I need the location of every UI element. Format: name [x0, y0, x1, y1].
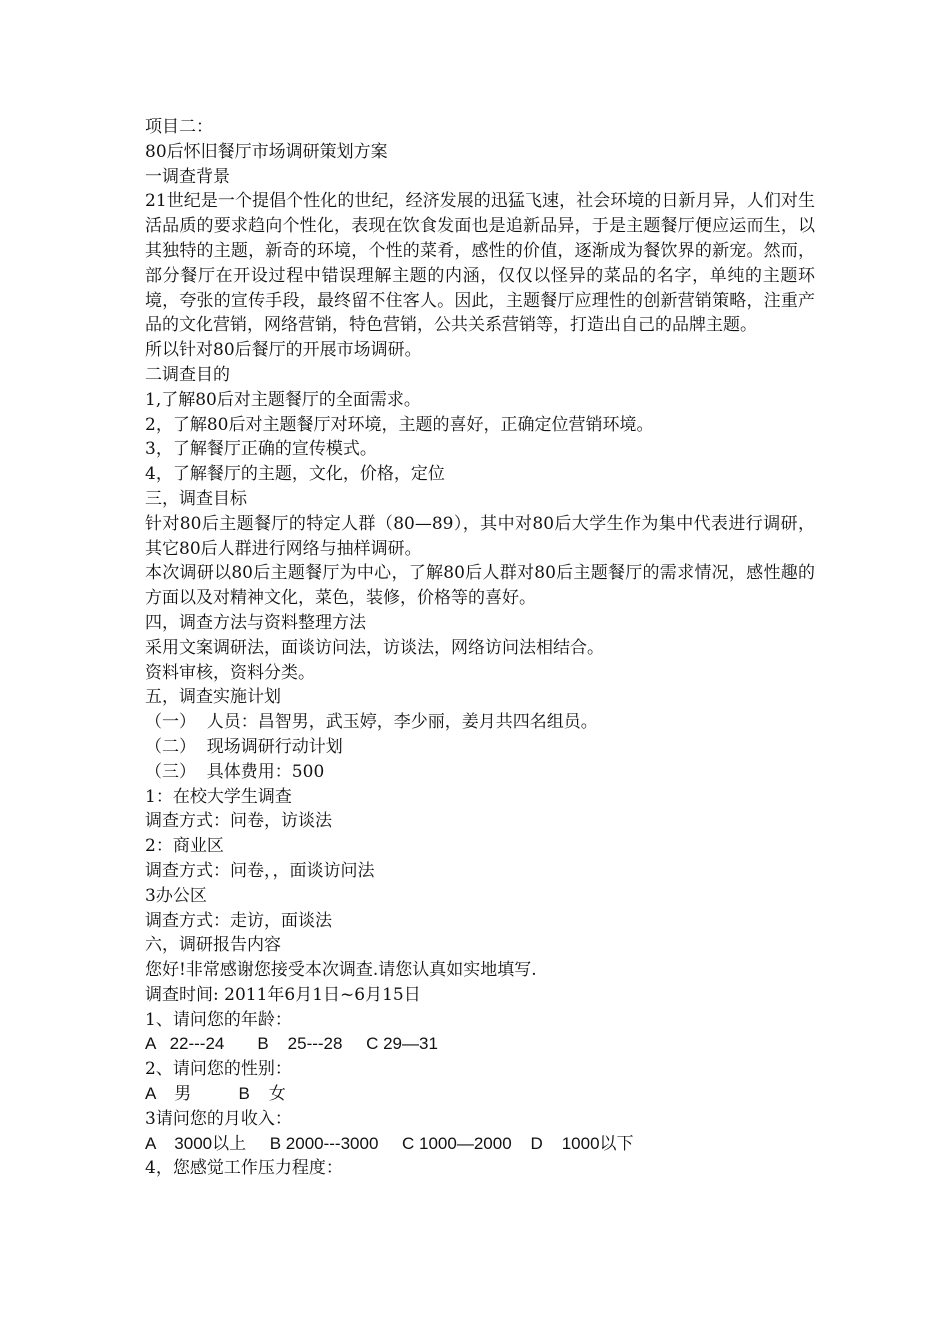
document-title: 80后怀旧餐厅市场调研策划方案 [145, 141, 388, 162]
section-5-heading: 五，调查实施计划 [145, 687, 281, 708]
site-2-method: 调查方式：问卷，，面谈访问法 [145, 860, 375, 881]
section-4-heading: 四，调查方法与资料整理方法 [145, 612, 366, 633]
question-2: 2、请问您的性别： [145, 1059, 292, 1080]
plan-item-2: （二） 现场调研行动计划 [145, 736, 343, 757]
plan-item-3: （三） 具体费用：500 [145, 761, 325, 782]
section-4-methods: 采用文案调研法，面谈访问法，访谈法，网络访问法相结合。 [145, 637, 604, 658]
section-3-paragraph-2: 本次调研以80后主题餐厅为中心，了解80后人群对80后主题餐厅的需求情况，感性趣的方面以及对精神文化，菜色，装修，价格等的喜好。 [145, 563, 815, 609]
section-1-conclusion: 所以针对80后餐厅的开展市场调研。 [145, 340, 422, 361]
plan-item-1: （一） 人员：昌智男，武玉婷，李少丽，姜月共四名组员。 [145, 712, 598, 733]
purpose-item-4: 4，了解餐厅的主题，文化，价格，定位 [145, 464, 445, 485]
section-3-heading: 三，调查目标 [145, 488, 247, 509]
section-4-data-handling: 资料审核，资料分类。 [145, 662, 315, 683]
section-2-heading: 二调查目的 [145, 364, 230, 385]
survey-time: 调查时间: 2011年6月1日~6月15日 [145, 984, 421, 1005]
site-1: 1：在校大学生调查 [145, 786, 292, 807]
purpose-item-3: 3，了解餐厅正确的宣传模式。 [145, 439, 377, 460]
purpose-item-1: 1,了解80后对主题餐厅的全面需求。 [145, 389, 421, 410]
section-1-paragraph: 21世纪是一个提倡个性化的世纪，经济发展的迅猛飞速，社会环境的日新月异，人们对生活品质的要求趋向个性化，表现在饮食发面也是追新品异，于是主题餐厅便应运而生，以其独特的主题，新奇的环境，个性的菜肴，感性的价值，逐渐成为餐饮界的新宠。然而，部分餐厅在开设过程中错误理解主题的内涵，仅仅以怪异的菜品的名字，单纯的主题环境，夸张的宣传手段，最终留不住客人。因此，主题餐厅应理性的创新营销策略，注重产品的文化营销，网络营销，特色营销，公共关系营销等，打造出自己的品牌主题。 [145, 191, 815, 336]
question-2-options: A 男 B 女 [145, 1084, 286, 1104]
question-1-options: A 22---24 B 25---28 C 29—31 [145, 1034, 438, 1054]
question-1: 1、请问您的年龄： [145, 1009, 292, 1030]
section-6-heading: 六，调研报告内容 [145, 935, 281, 956]
question-3-options: A 3000以上 B 2000---3000 C 1000—2000 D 1000以下 [145, 1133, 634, 1153]
question-4: 4，您感觉工作压力程度： [145, 1158, 343, 1179]
section-1-heading: 一调查背景 [145, 166, 230, 187]
question-3: 3请问您的月收入： [145, 1108, 292, 1129]
site-3-method: 调查方式：走访，面谈法 [145, 910, 332, 931]
site-2: 2：商业区 [145, 836, 224, 857]
project-label: 项目二： [145, 117, 213, 137]
site-1-method: 调查方式：问卷，访谈法 [145, 811, 332, 832]
survey-greeting: 您好!非常感谢您接受本次调查.请您认真如实地填写. [145, 960, 537, 981]
section-3-paragraph-1: 针对80后主题餐厅的特定人群（80—89），其中对80后大学生作为集中代表进行调研，其它80后人群进行网络与抽样调研。 [145, 513, 815, 559]
document-body [145, 115, 815, 1181]
purpose-item-2: 2，了解80后对主题餐厅对环境，主题的喜好，正确定位营销环境。 [145, 414, 654, 435]
site-3: 3办公区 [145, 885, 207, 906]
